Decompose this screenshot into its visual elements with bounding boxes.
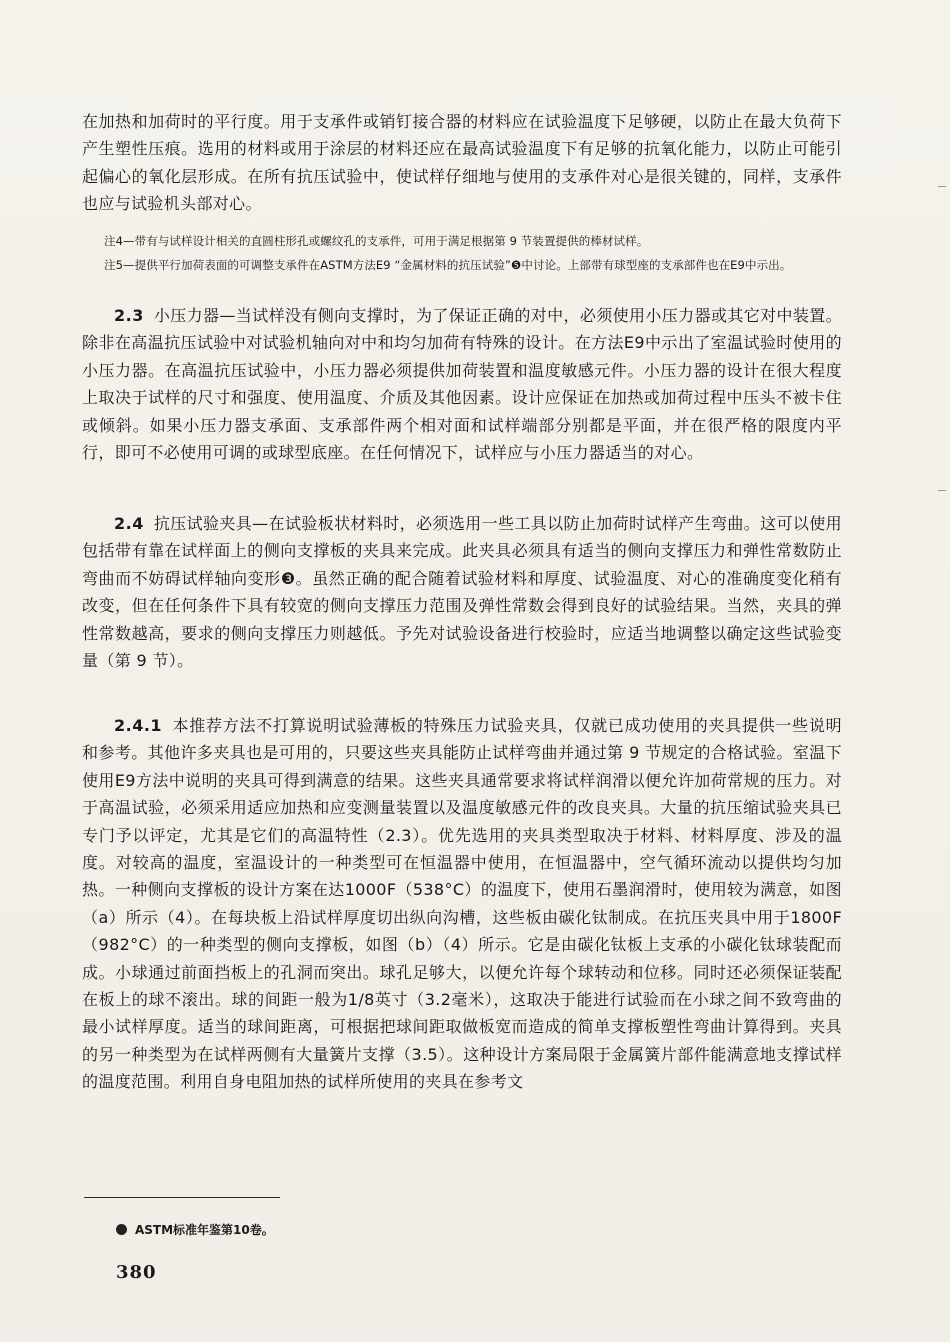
footnote-divider bbox=[84, 1197, 280, 1198]
section-2-4-paragraph bbox=[82, 510, 842, 674]
note-4-text: 注4—带有与试样设计相关的直圆柱形孔或螺纹孔的支承件，可用于满足根据第 9 节装置提供的棒材试样。 bbox=[104, 234, 649, 248]
section-number: 2.4 bbox=[114, 514, 144, 533]
section-text: 小压力器—当试样没有侧向支撑时，为了保证正确的对中，必须使用小压力器或其它对中装置。除非在高温抗压试验中对试验机轴向对中和均匀加荷有特殊的设计。在方法E9中示出了室温试验时使用的小压力器。在高温抗压试验中，小压力器必须提供加荷装置和温度敏感元件。小压力器的设计在很大程度上取决于试样的尺寸和强度、使用温度、介质及其他因素。设计应保证在加热或加荷过程中压头不被卡住或倾斜。如果小压力器支承面、支承部件两个相对面和试样端部分别都是平面，并在很严格的限度内平行，即可不必使用可调的或球型底座。在任何情况下，试样应与小压力器适当的对心。 bbox=[82, 306, 842, 463]
note-5-text: 注5—提供平行加荷表面的可调整支承件在ASTM方法E9 “金属材料的抗压试验”❺中讨论。上部带有球型座的支承部件也在E9中示出。 bbox=[104, 258, 792, 272]
section-number: 2.4.1 bbox=[114, 716, 163, 735]
section-text: 本推荐方法不打算说明试验薄板的特殊压力试验夹具，仅就已成功使用的夹具提供一些说明和参考。其他许多夹具也是可用的，只要这些夹具能防止试样弯曲并通过第 9 节规定的合格试验。室温下使用E9方法中说明的夹具可得到满意的结果。这些夹具通常要求将试样润滑以便允许加荷常规的压力。对于高温试验，必须采用适应加热和应变测量装置以及温度敏感元件的改良夹具。大量的抗压缩试验夹具已专门予以评定，尤其是它们的高温特性（2.3）。优先选用的夹具类型取决于材料、材料厚度、涉及的温度。对较高的温度，室温设计的一种类型可在恒温器中使用，在恒温器中，空气循环流动以提供均匀加热。一种侧向支撑板的设计方案在达1000F（538°C）的温度下，使用石墨润滑时，使用较为满意，如图（a）所示（4）。在每块板上沿试样厚度切出纵向沟槽，这些板由碳化钛制成。在抗压夹具中用于1800F（982°C）的一种类型的侧向支撑板，如图（b）（4）所示。它是由碳化钛板上支承的小碳化钛球装配而成。小球通过前面挡板上的孔洞而突出。球孔足够大，以便允许每个球转动和位移。同时还必须保证装配在板上的球不滚出。球的间距一般为1/8英寸（3.2毫米），这取决于能进行试验而在小球之间不致弯曲的最小试样厚度。适当的球间距离，可根据把球间距取做板宽而造成的简单支撑板塑性弯曲计算得到。夹具的另一种类型为在试样两侧有大量簧片支撑（3.5）。这种设计方案局限于金属簧片部件能满意地支撑试样的温度范围。利用自身电阻加热的试样所使用的夹具在参考文 bbox=[82, 716, 842, 1092]
note-4 bbox=[82, 229, 842, 253]
paragraph-text: 在加热和加荷时的平行度。用于支承件或销钉接合器的材料应在试验温度下足够硬，以防止在最大负荷下产生塑性压痕。选用的材料或用于涂层的材料还应在最高试验温度下有足够的抗氧化能力，以防止可能引起偏心的氧化层形成。在所有抗压试验中，使试样仔细地与使用的支承件对心是很关键的，同样，支承件也应与试验机头部对心。 bbox=[82, 112, 842, 214]
footnote-text: ASTM标准年鉴第10卷。 bbox=[135, 1223, 274, 1237]
section-2-3 bbox=[82, 302, 842, 466]
footnote bbox=[116, 1222, 274, 1238]
footnote-marker-icon bbox=[116, 1224, 127, 1235]
section-2-4-1 bbox=[82, 712, 842, 1096]
page-number: 380 bbox=[116, 1262, 157, 1283]
section-2-4 bbox=[82, 510, 842, 674]
note-5 bbox=[82, 253, 842, 277]
paragraph-continued bbox=[82, 108, 842, 218]
section-2-4-1-paragraph bbox=[82, 712, 842, 1096]
section-text: 抗压试验夹具—在试验板状材料时，必须选用一些工具以防止加荷时试样产生弯曲。这可以使用包括带有靠在试样面上的侧向支撑板的夹具来完成。此夹具必须具有适当的侧向支撑压力和弹性常数防止弯曲而不妨碍试样轴向变形❸。虽然正确的配合随着试验材料和厚度、试验温度、对心的准确度变化稍有改变，但在任何条件下具有较宽的侧向支撑压力范围及弹性常数会得到良好的试验结果。当然，夹具的弹性常数越高，要求的侧向支撑压力则越低。予先对试验设备进行校验时，应适当地调整以确定这些试验变量（第 9 节）。 bbox=[82, 514, 842, 671]
section-number: 2.3 bbox=[114, 306, 144, 325]
scan-margin-mark bbox=[938, 490, 946, 491]
scan-margin-mark bbox=[938, 186, 946, 187]
section-2-3-paragraph bbox=[82, 302, 842, 466]
